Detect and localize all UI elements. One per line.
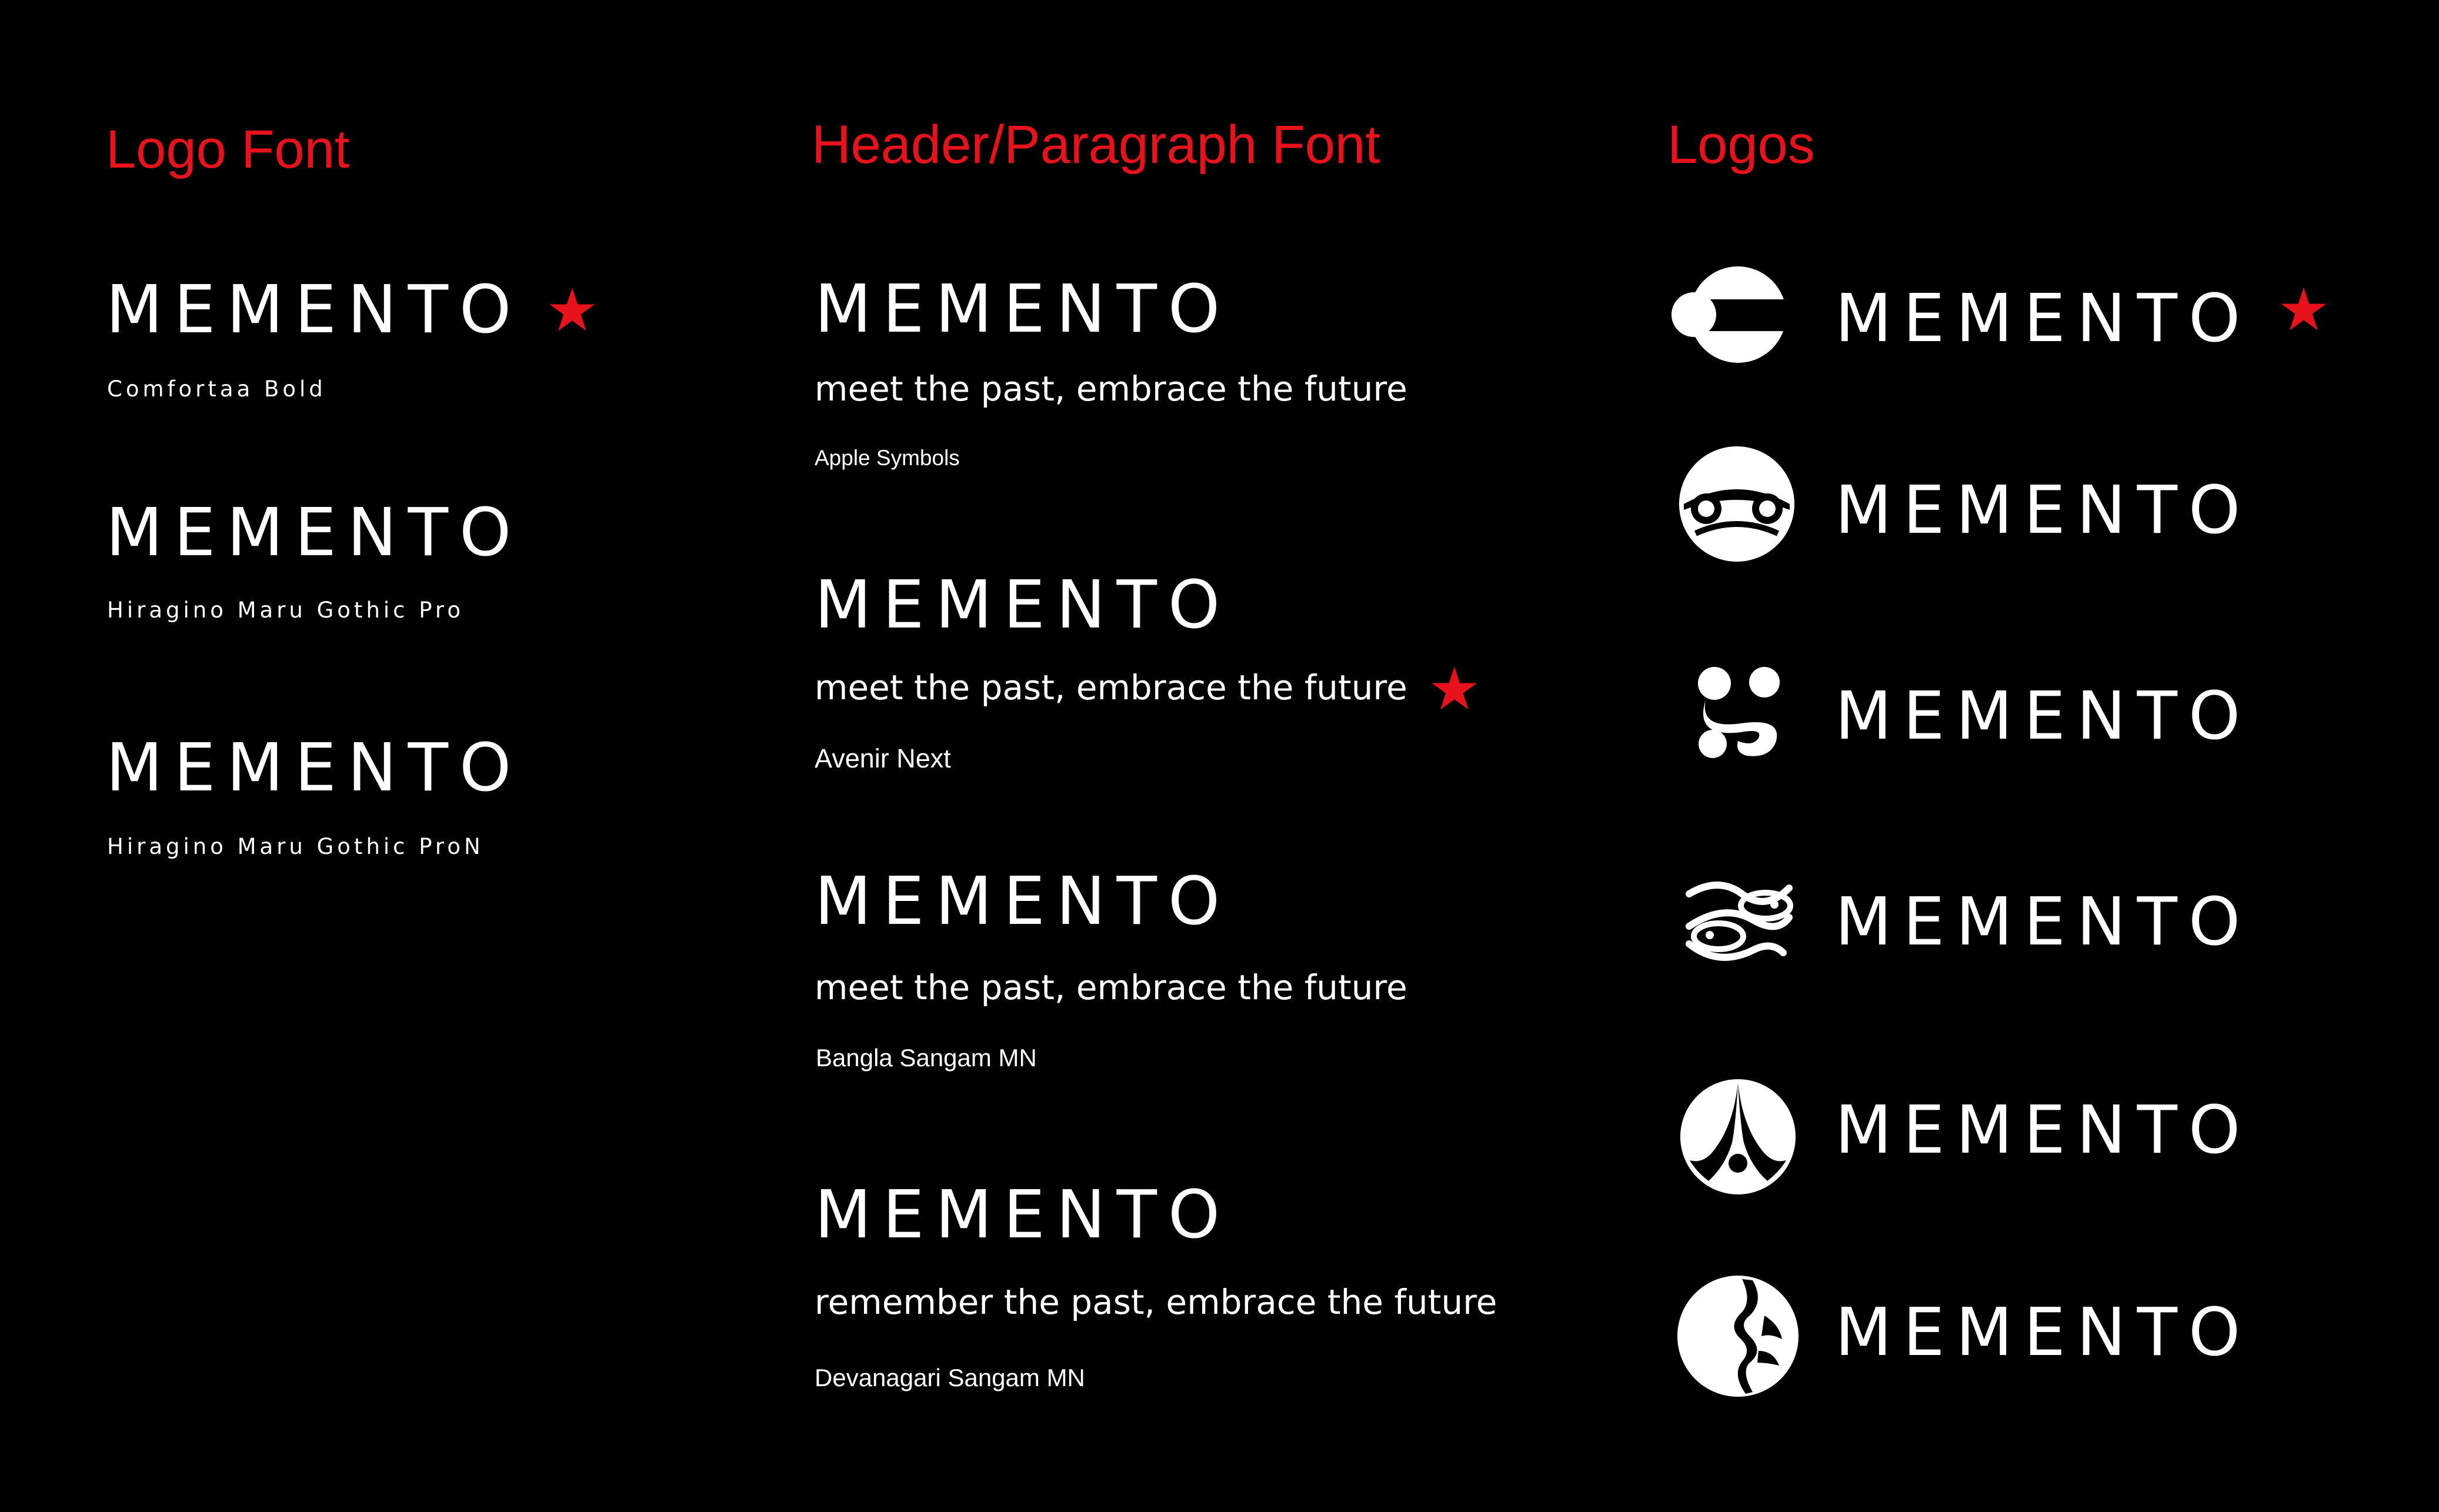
logo-6-wordmark: MEMENTO: [1835, 1294, 2252, 1371]
header-font-sample-4-tagline: remember the past, embrace the future: [815, 1282, 1497, 1322]
logo-font-heading: Logo Font: [106, 119, 350, 179]
selected-star-icon: ★: [2277, 275, 2330, 344]
header-font-sample-2-tagline: meet the past, embrace the future: [815, 667, 1407, 707]
header-font-sample-2-name: Avenir Next: [815, 743, 951, 773]
header-font-sample-3-tagline: meet the past, embrace the future: [815, 967, 1407, 1007]
twin-fish-icon: [1683, 870, 1795, 970]
logo-3-wordmark: MEMENTO: [1835, 678, 2252, 755]
logo-font-sample-1-name: Comfortaa Bold: [107, 376, 326, 402]
header-font-sample-1-tagline: meet the past, embrace the future: [815, 369, 1407, 409]
logo-2-wordmark: MEMENTO: [1835, 472, 2252, 549]
logo-font-sample-3-name: Hiragino Maru Gothic ProN: [107, 834, 484, 859]
arch-drop-icon: [1679, 1078, 1797, 1196]
header-font-sample-2-wordmark: MEMENTO: [815, 567, 1232, 643]
logos-heading: Logos: [1667, 115, 1815, 175]
swirl-circle-icon: [1676, 1274, 1800, 1398]
header-font-sample-4-wordmark: MEMENTO: [815, 1177, 1232, 1253]
header-paragraph-font-heading: Header/Paragraph Font: [812, 115, 1380, 175]
logo-font-sample-3-wordmark: MEMENTO: [106, 730, 523, 806]
mask-face-icon: [1678, 445, 1796, 563]
logo-5-wordmark: MEMENTO: [1835, 1092, 2252, 1169]
logo-4-wordmark: MEMENTO: [1835, 884, 2252, 960]
header-font-sample-1-wordmark: MEMENTO: [815, 271, 1232, 348]
header-font-sample-1-name: Apple Symbols: [815, 446, 960, 470]
logo-font-sample-2-wordmark: MEMENTO: [106, 495, 523, 571]
header-font-sample-3-wordmark: MEMENTO: [815, 863, 1232, 940]
logo-1-wordmark: MEMENTO: [1835, 281, 2252, 357]
logo-font-sample-1-wordmark: MEMENTO: [106, 272, 523, 348]
logo-font-sample-2-name: Hiragino Maru Gothic Pro: [107, 598, 464, 623]
crescent-dot-icon: [1670, 263, 1788, 369]
s-dots-icon: [1688, 659, 1794, 765]
header-font-sample-4-name: Devanagari Sangam MN: [815, 1364, 1085, 1391]
selected-star-icon: ★: [1428, 655, 1481, 723]
header-font-sample-3-name: Bangla Sangam MN: [816, 1044, 1037, 1072]
selected-star-icon: ★: [546, 276, 599, 345]
